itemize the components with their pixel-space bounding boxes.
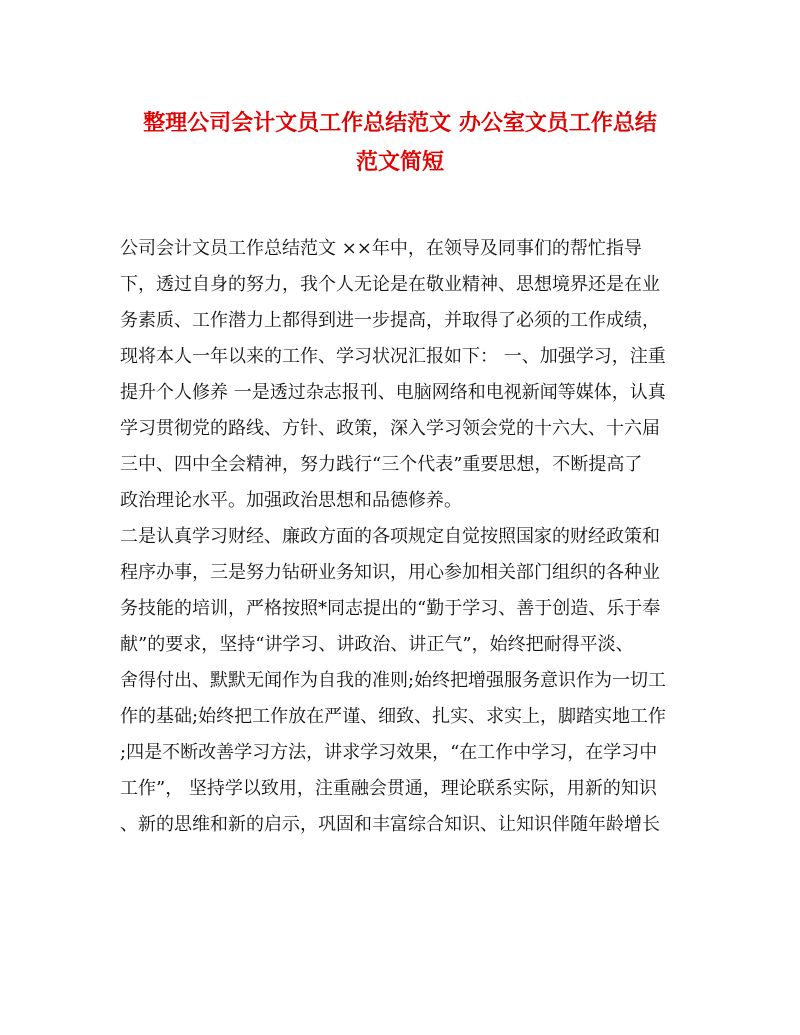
body-line: 献”的要求，坚持“讲学习、讲政治、讲正气”，始终把耐得平淡、	[120, 634, 634, 655]
body-line: 程序办事，三是努力钻研业务知识，用心参加相关部门组织的各种业	[120, 562, 660, 583]
body-line: 作的基础;始终把工作放在严谨、细致、扎实、求实上，脚踏实地工作	[120, 706, 667, 727]
body-line: 三中、四中全会精神，努力践行“三个代表”重要思想，不断提高了	[120, 454, 643, 475]
body-line: 下，透过自身的努力，我个人无论是在敬业精神、思想境界还是在业	[120, 274, 660, 295]
body-line: 现将本人一年以来的工作、学习状况汇报如下： 一、加强学习，注重	[120, 346, 666, 367]
document-title-line-2: 范文简短	[355, 149, 444, 175]
body-line: 二是认真学习财经、廉政方面的各项规定自觉按照国家的财经政策和	[120, 526, 660, 547]
body-line: 公司会计文员工作总结范文 ××年中，在领导及同事们的帮忙指导	[120, 238, 642, 259]
body-line: 务技能的培训，严格按照*同志提出的“勤于学习、善于创造、乐于奉	[120, 598, 661, 619]
body-line: 工作”， 坚持学以致用，注重融会贯通，理论联系实际，用新的知识	[120, 778, 657, 799]
body-line: 舍得付出、默默无闻作为自我的准则;始终把增强服务意识作为一切工	[120, 670, 667, 691]
body-line: 提升个人修养 一是透过杂志报刊、电脑网络和电视新闻等媒体，认真	[120, 382, 666, 403]
body-line: 政治理论水平。加强政治思想和品德修养。	[120, 490, 462, 511]
body-line: 、新的思维和新的启示，巩固和丰富综合知识、让知识伴随年龄增长	[120, 814, 660, 835]
document-title-line-1: 整理公司会计文员工作总结范文 办公室文员工作总结	[143, 110, 657, 136]
body-line: ;四是不断改善学习方法，讲求学习效果，“在工作中学习，在学习中	[120, 742, 658, 763]
body-line: 务素质、工作潜力上都得到进一步提高，并取得了必须的工作成绩，	[120, 310, 660, 331]
body-line: 学习贯彻党的路线、方针、政策，深入学习领会党的十六大、十六届	[120, 418, 660, 439]
